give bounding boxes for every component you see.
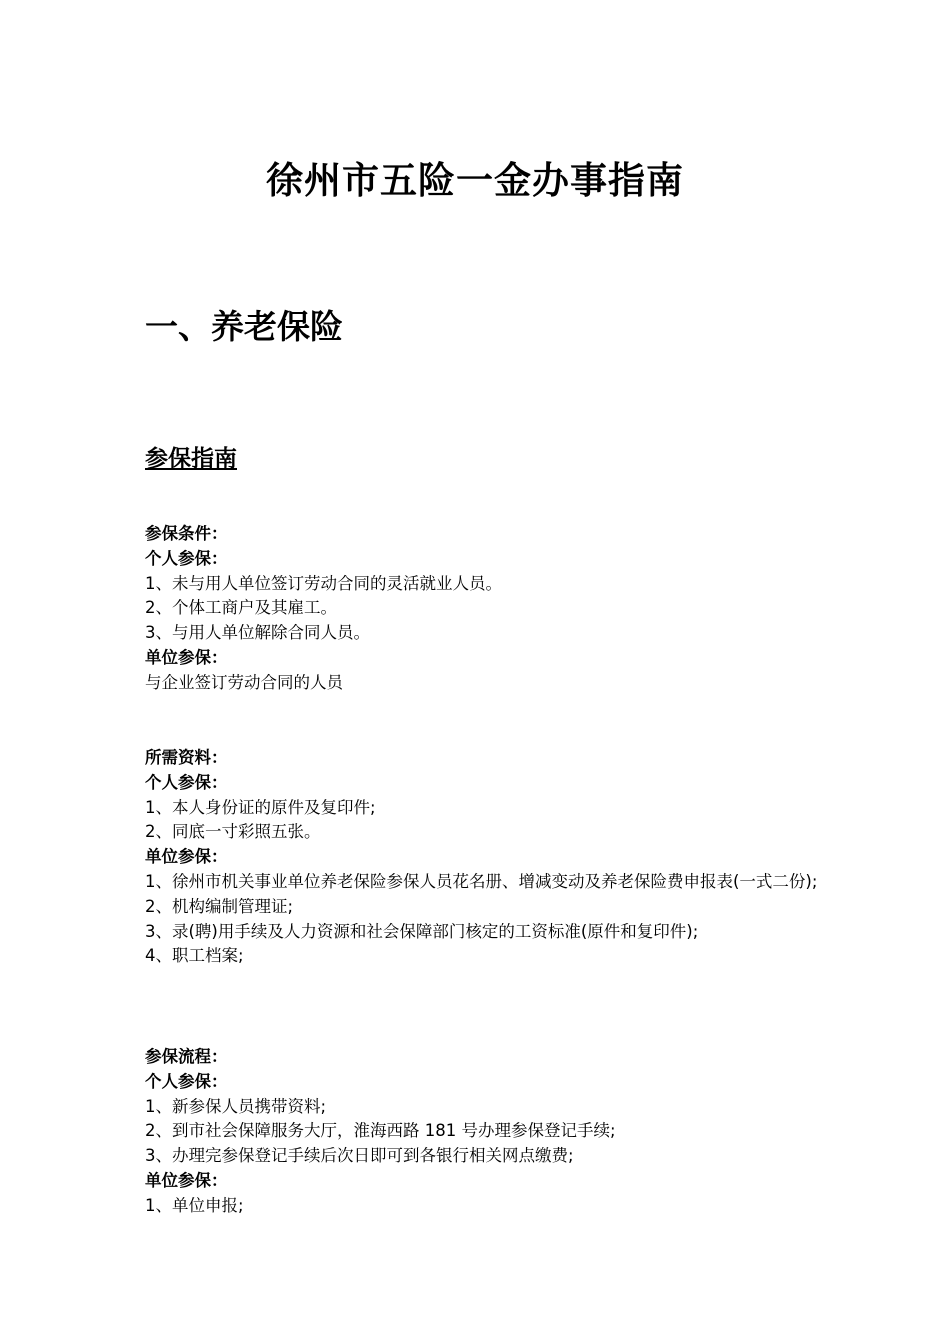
list-item: 1、徐州市机关事业单位养老保险参保人员花名册、增减变动及养老保险费申报表(一式二份); — [145, 871, 818, 891]
process-heading: 参保流程： — [145, 1047, 228, 1066]
process-personal-heading: 个人参保： — [145, 1071, 228, 1091]
list-item: 2、同底一寸彩照五张。 — [145, 822, 321, 842]
list-item: 4、职工档案; — [145, 946, 244, 966]
list-item: 1、本人身份证的原件及复印件; — [145, 797, 376, 817]
list-item: 1、单位申报; — [145, 1195, 244, 1215]
materials-heading: 所需资料： — [145, 748, 228, 767]
conditions-personal-heading: 个人参保： — [145, 548, 228, 568]
list-item: 1、未与用人单位签订劳动合同的灵活就业人员。 — [145, 573, 502, 593]
document-title: 徐州市五险一金办事指南 — [266, 159, 684, 202]
conditions-block — [145, 522, 825, 696]
list-item: 3、录(聘)用手续及人力资源和社会保障部门核定的工资标准(原件和复印件); — [145, 921, 699, 941]
list-item: 1、新参保人员携带资料; — [145, 1096, 327, 1116]
materials-block — [145, 746, 825, 969]
list-item: 3、与用人单位解除合同人员。 — [145, 623, 370, 643]
section-heading: 一、养老保险 — [145, 307, 343, 346]
conditions-heading: 参保条件： — [145, 524, 228, 543]
process-block — [145, 1045, 825, 1219]
list-item: 3、办理完参保登记手续后次日即可到各银行相关网点缴费; — [145, 1146, 574, 1166]
process-unit-heading: 单位参保： — [145, 1170, 228, 1190]
list-item: 2、到市社会保障服务大厅，淮海西路 181 号办理参保登记手续; — [145, 1121, 616, 1141]
subsection-heading: 参保指南 — [145, 446, 237, 472]
materials-unit-heading: 单位参保： — [145, 847, 228, 867]
conditions-unit-heading: 单位参保： — [145, 647, 228, 667]
list-item: 2、个体工商户及其雇工。 — [145, 598, 337, 618]
materials-personal-heading: 个人参保： — [145, 772, 228, 792]
list-item: 2、机构编制管理证; — [145, 896, 294, 916]
list-item: 与企业签订劳动合同的人员 — [145, 672, 343, 692]
